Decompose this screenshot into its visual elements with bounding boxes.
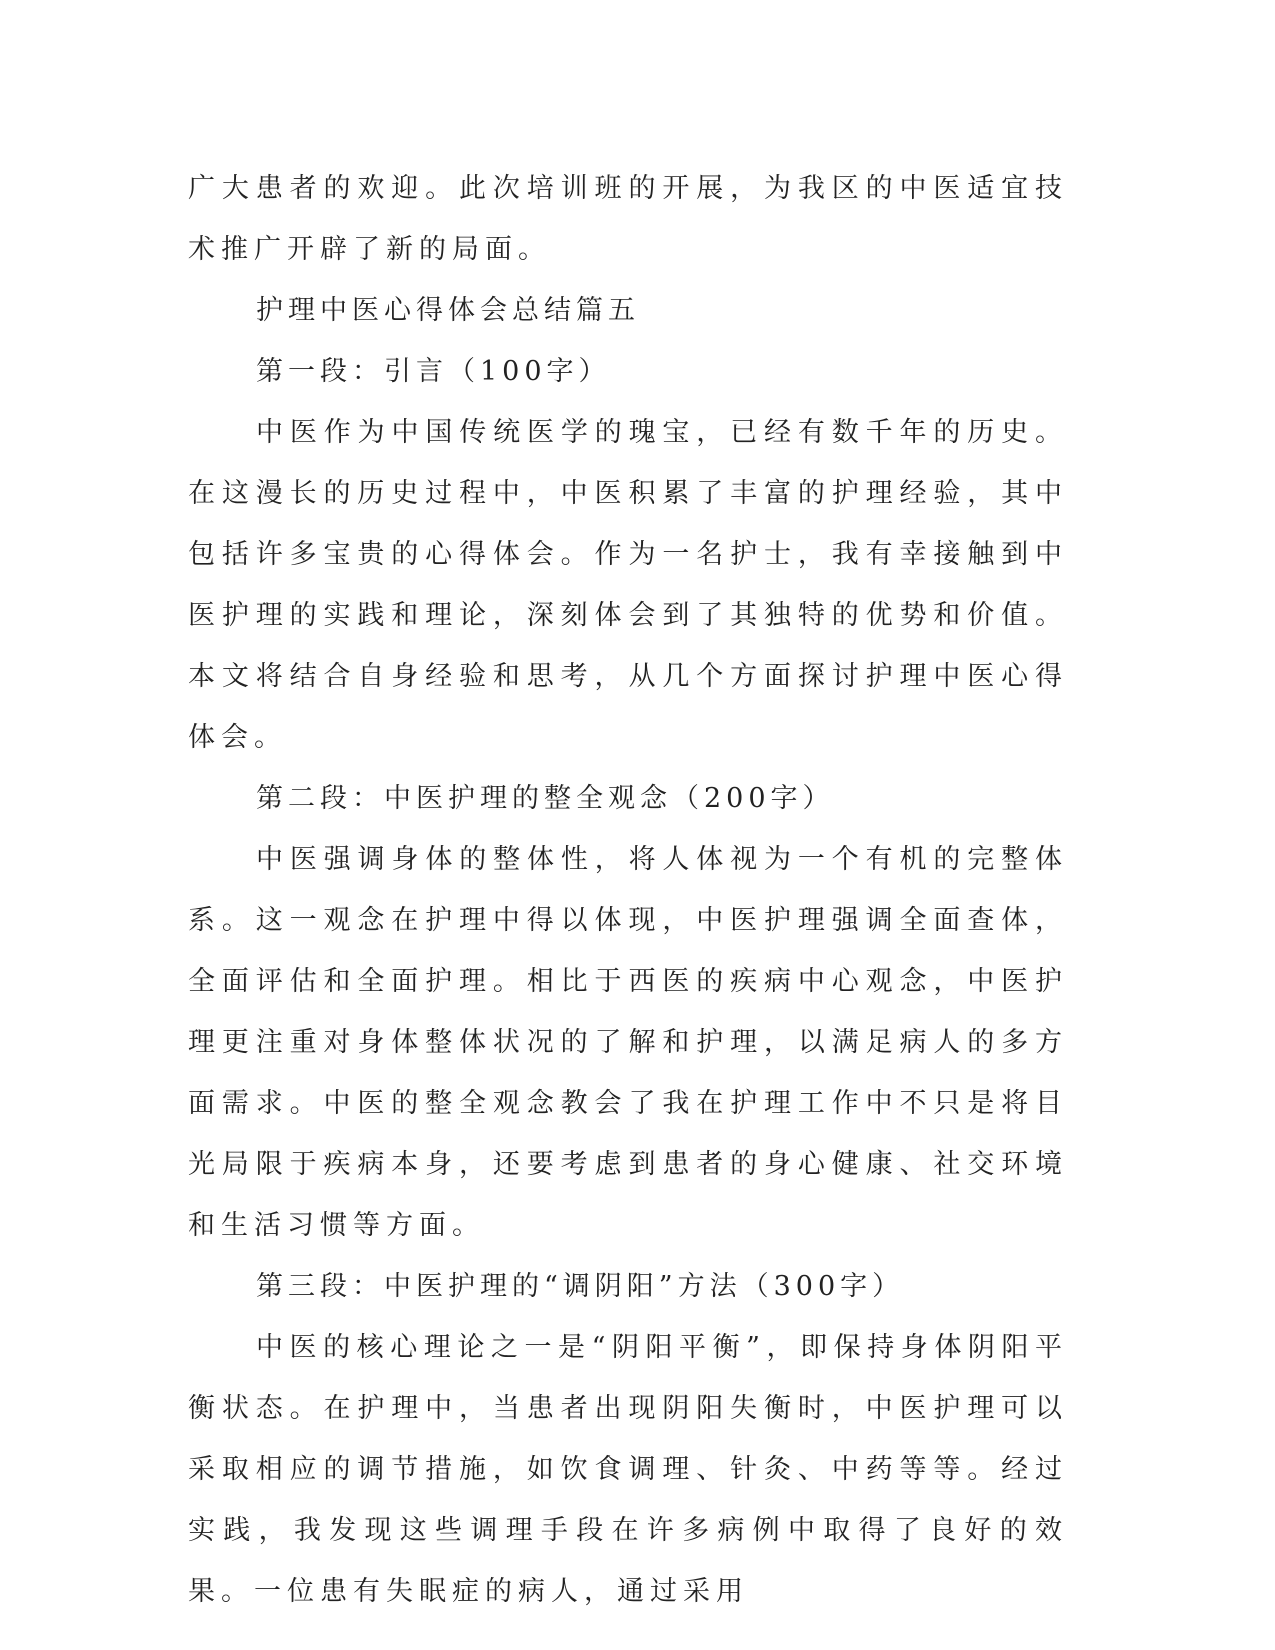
section-heading-1: 第一段：引言（100字） bbox=[256, 356, 611, 387]
paragraph-continuation: 广大患者的欢迎。此次培训班的开展，为我区的中医适宜技术推广开辟了新的局面。 bbox=[188, 173, 1068, 265]
document-body bbox=[188, 158, 1068, 1622]
section-body-2: 中医强调身体的整体性，将人体视为一个有机的完整体系。这一观念在护理中得以体现，中医护理强调全面查体，全面评估和全面护理。相比于西医的疾病中心观念，中医护理更注重对身体整体状况的了解和护理，以满足病人的多方面需求。中医的整全观念教会了我在护理工作中不只是将目光局限于疾病本身，还要考虑到患者的身心健康、社交环境和生活习惯等方面。 bbox=[188, 844, 1068, 1241]
article-title: 护理中医心得体会总结篇五 bbox=[256, 295, 640, 326]
section-heading-3: 第三段：中医护理的“调阴阳”方法（300字） bbox=[256, 1271, 905, 1302]
section-body-1: 中医作为中国传统医学的瑰宝，已经有数千年的历史。在这漫长的历史过程中，中医积累了丰富的护理经验，其中包括许多宝贵的心得体会。作为一名护士，我有幸接触到中医护理的实践和理论，深刻体会到了其独特的优势和价值。本文将结合自身经验和思考，从几个方面探讨护理中医心得体会。 bbox=[188, 417, 1068, 753]
section-heading-2: 第二段：中医护理的整全观念（200字） bbox=[256, 783, 835, 814]
section-body-3: 中医的核心理论之一是“阴阳平衡”，即保持身体阴阳平衡状态。在护理中，当患者出现阴阳失衡时，中医护理可以采取相应的调节措施，如饮食调理、针灸、中药等等。经过实践，我发现这些调理手段在许多病例中取得了良好的效果。一位患有失眠症的病人，通过采用 bbox=[188, 1332, 1068, 1607]
